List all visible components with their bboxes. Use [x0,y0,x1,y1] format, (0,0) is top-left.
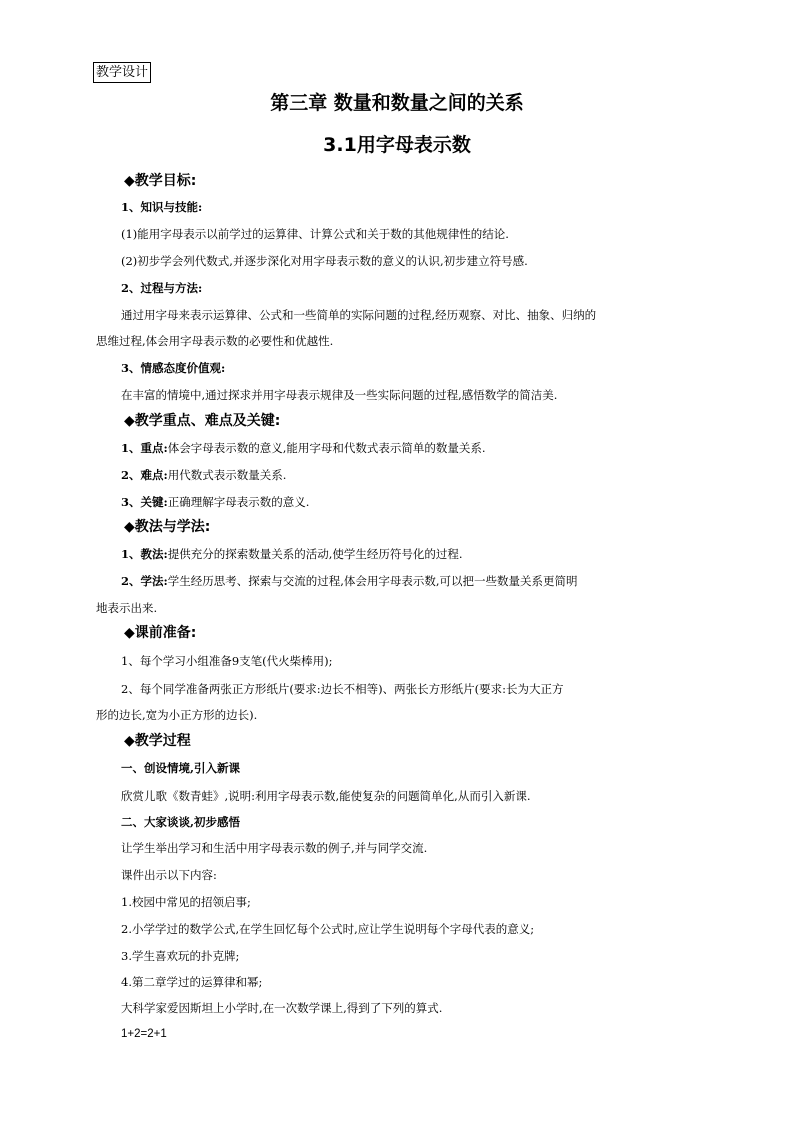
knowledge-item-1: (1)能用字母表示以前学过的运算律、计算公式和关于数的其他规律性的结论. [121,227,509,241]
document-type-tag: 教学设计 [93,62,151,83]
methods-item-1-text: 提供充分的探索数量关系的活动,使学生经历符号化的过程. [167,547,463,561]
knowledge-label: 1、知识与技能: [121,200,203,214]
focus-item-2 [121,465,286,485]
emotion-label: 3、情感态度价值观: [121,361,226,375]
methods-item-1-label: 1、教法: [121,547,168,561]
focus-item-2-label: 2、难点: [121,468,168,482]
methods-item-2 [121,571,578,591]
formula-text: 1+2=2+1 [121,1028,167,1040]
focus-heading: ◆教学重点、难点及关键: [124,413,281,429]
section-title: 3.1用字母表示数 [323,134,471,156]
list-item-1: 1.校园中常见的招领启事; [121,895,251,909]
step-2-show: 课件出示以下内容: [121,868,217,882]
knowledge-item-2: (2)初步学会列代数式,并逐步深化对用字母表示数的意义的认识,初步建立符号感. [121,254,528,268]
methods-item-2-text-b: 地表示出来. [96,601,158,615]
prep-item-2b: 形的边长,宽为小正方形的边长). [96,708,258,722]
focus-item-2-text: 用代数式表示数量关系. [167,468,287,482]
story-text: 大科学家爱因斯坦上小学时,在一次数学课上,得到了下列的算式. [121,1001,443,1015]
methods-heading: ◆教法与学法: [124,519,211,535]
focus-item-3-text: 正确理解字母表示数的意义. [167,495,310,509]
step-2-text: 让学生举出学习和生活中用字母表示数的例子,并与同学交流. [121,841,428,855]
emotion-text: 在丰富的情境中,通过探求并用字母表示规律及一些实际问题的过程,感悟数学的简洁美. [121,388,558,402]
focus-item-1 [121,438,486,458]
prep-item-2a: 2、每个同学准备两张正方形纸片(要求:边长不相等)、两张长方形纸片(要求:长为大正方 [121,682,564,696]
methods-item-2-label: 2、学法: [121,574,168,588]
focus-item-1-text: 体会字母表示数的意义,能用字母和代数式表示简单的数量关系. [167,441,486,455]
methods-item-2-text-a: 学生经历思考、探索与交流的过程,体会用字母表示数,可以把一些数量关系更简明 [167,574,578,588]
chapter-title: 第三章 数量和数量之间的关系 [270,92,524,114]
process-method-text-1: 通过用字母来表示运算律、公式和一些简单的实际问题的过程,经历观察、对比、抽象、归纳的 [121,308,597,322]
focus-item-3 [121,492,309,512]
prep-heading: ◆课前准备: [124,625,197,641]
step-1-text: 欣赏儿歌《数青蛙》,说明:利用字母表示数,能使复杂的问题简单化,从而引入新课. [121,789,531,803]
process-heading: ◆教学过程 [124,733,191,749]
list-item-4: 4.第二章学过的运算律和幂; [121,975,263,989]
process-method-label: 2、过程与方法: [121,281,203,295]
goals-heading: ◆教学目标: [124,173,197,189]
list-item-3: 3.学生喜欢玩的扑克牌; [121,949,240,963]
process-method-text-2: 思维过程,体会用字母表示数的必要性和优越性. [96,334,334,348]
step-1-label: 一、创设情境,引入新课 [121,761,241,775]
list-item-2: 2.小学学过的数学公式,在学生回忆每个公式时,应让学生说明每个字母代表的意义; [121,922,535,936]
prep-item-1: 1、每个学习小组准备9支笔(代火柴棒用); [121,654,333,668]
focus-item-3-label: 3、关键: [121,495,168,509]
step-2-label: 二、大家谈谈,初步感悟 [121,815,241,829]
focus-item-1-label: 1、重点: [121,441,168,455]
methods-item-1 [121,544,463,564]
